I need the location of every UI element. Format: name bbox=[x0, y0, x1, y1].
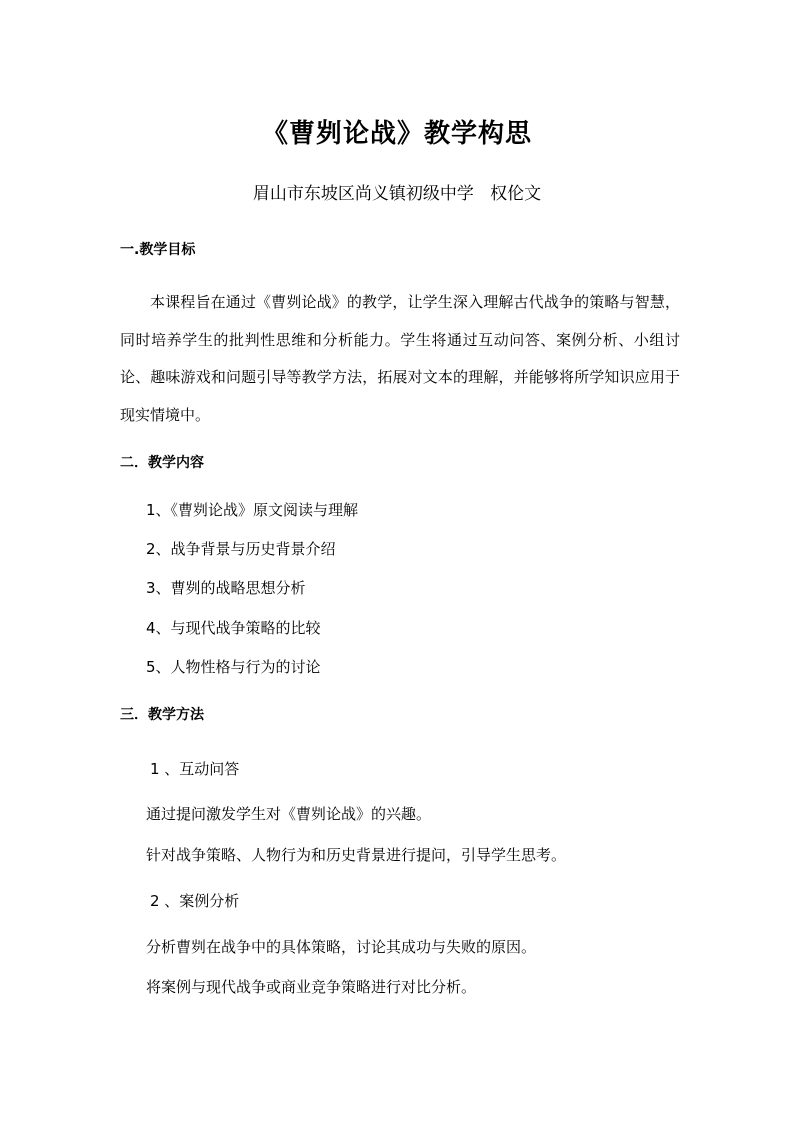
method-1-line-2: 针对战争策略、人物行为和历史背景进行提问，引导学生思考。 bbox=[146, 846, 567, 864]
section-heading-teaching-methods: 三．教学方法 bbox=[120, 707, 204, 723]
content-item-2: 2、战争背景与历史背景介绍 bbox=[146, 540, 336, 558]
content-item-5: 5、人物性格与行为的讨论 bbox=[146, 658, 321, 676]
method-2-label: 2 、案例分析 bbox=[150, 892, 240, 910]
content-item-1: 1、《曹刿论战》原文阅读与理解 bbox=[146, 501, 359, 519]
method-1-line-1: 通过提问激发学生对《曹刿论战》的兴趣。 bbox=[146, 805, 432, 823]
method-2-line-2: 将案例与现代战争或商业竞争策略进行对比分析。 bbox=[146, 978, 477, 996]
author-line: 眉山市东坡区尚义镇初级中学 权伦文 bbox=[252, 184, 542, 204]
method-2-line-1: 分析曹刿在战争中的具体策略，讨论其成功与失败的原因。 bbox=[146, 938, 537, 956]
method-1-label: 1 、互动问答 bbox=[150, 760, 240, 778]
teaching-goals-paragraph: 本课程旨在通过《曹刿论战》的教学，让学生深入理解古代战争的策略与智慧，同时培养学生的批判性思维和分析能力。学生将通过互动问答、案例分析、小组讨论、趣味游戏和问题引导等教学方法，拓展对文本的理解，并能够将所学知识应用于现实情境中。 bbox=[120, 293, 680, 424]
content-item-4: 4、与现代战争策略的比较 bbox=[146, 619, 321, 637]
content-item-3: 3、曹刿的战略思想分析 bbox=[146, 579, 306, 597]
document-title: 《曹刿论战》教学构思 bbox=[261, 119, 532, 149]
section-heading-teaching-goals: 一.教学目标 bbox=[120, 242, 196, 258]
section-heading-teaching-content: 二．教学内容 bbox=[120, 455, 204, 471]
